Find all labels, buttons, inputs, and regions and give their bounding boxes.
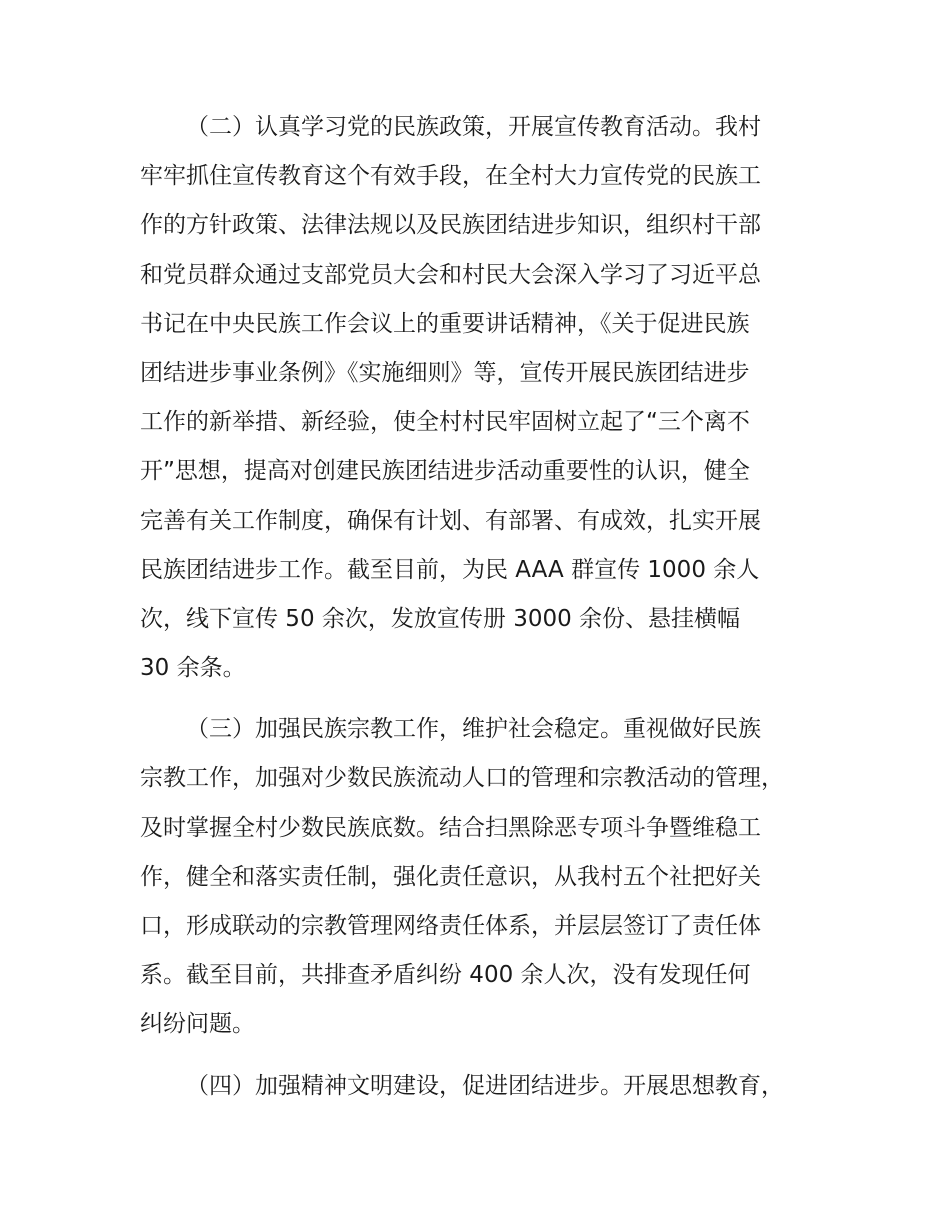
text-line: 30 余条。 [140,655,246,682]
text-line: 系。截至目前，共排查矛盾纠纷 400 余人次，没有发现任何 [140,962,751,989]
text-line: 和党员群众通过支部党员大会和村民大会深入学习了习近平总 [140,261,761,288]
text-line: 及时掌握全村少数民族底数。结合扫黑除恶专项斗争暨维稳工 [140,814,761,841]
text-line: （四）加强精神文明建设，促进团结进步。开展思想教育， [186,1072,784,1099]
text-line: 团结进步事业条例》《实施细则》等，宣传开展民族团结进步 [140,359,750,386]
text-line: 作的方针政策、法律法规以及民族团结进步知识，组织村干部 [140,212,761,239]
text-line: 口，形成联动的宗教管理网络责任体系，并层层签订了责任体 [140,913,761,939]
text-line: 书记在中央民族工作会议上的重要讲话精神，《关于促进民族 [140,310,750,337]
text-line: 纠纷问题。 [140,1011,255,1038]
document-page [140,103,840,1111]
text-line: （三）加强民族宗教工作，维护社会稳定。重视做好民族 [186,716,761,743]
text-line: 开”思想，提高对创建民族团结进步活动重要性的认识，健全 [140,458,750,485]
paragraph-spacer [140,1050,840,1062]
paragraph-spacer [140,693,840,705]
paragraph-3 [140,705,840,1049]
text-line: 工作的新举措、新经验，使全村村民牢固树立起了“三个离不 [140,409,750,436]
text-line: 作，健全和落实责任制，强化责任意识，从我村五个社把好关 [140,863,761,890]
text-line: 民族团结进步工作。截至目前，为民 AAA 群宣传 1000 余人 [140,556,760,583]
paragraph-2 [140,103,840,693]
text-line: 次，线下宣传 50 余次，发放宣传册 3000 余份、悬挂横幅 [140,605,741,632]
text-line: （二）认真学习党的民族政策，开展宣传教育活动。我村 [186,114,761,140]
paragraph-4 [140,1062,840,1111]
text-line: 牢牢抓住宣传教育这个有效手段，在全村大力宣传党的民族工 [140,163,761,190]
text-line: 宗教工作，加强对少数民族流动人口的管理和宗教活动的管理， [140,765,784,792]
text-line: 完善有关工作制度，确保有计划、有部署、有成效，扎实开展 [140,507,761,534]
